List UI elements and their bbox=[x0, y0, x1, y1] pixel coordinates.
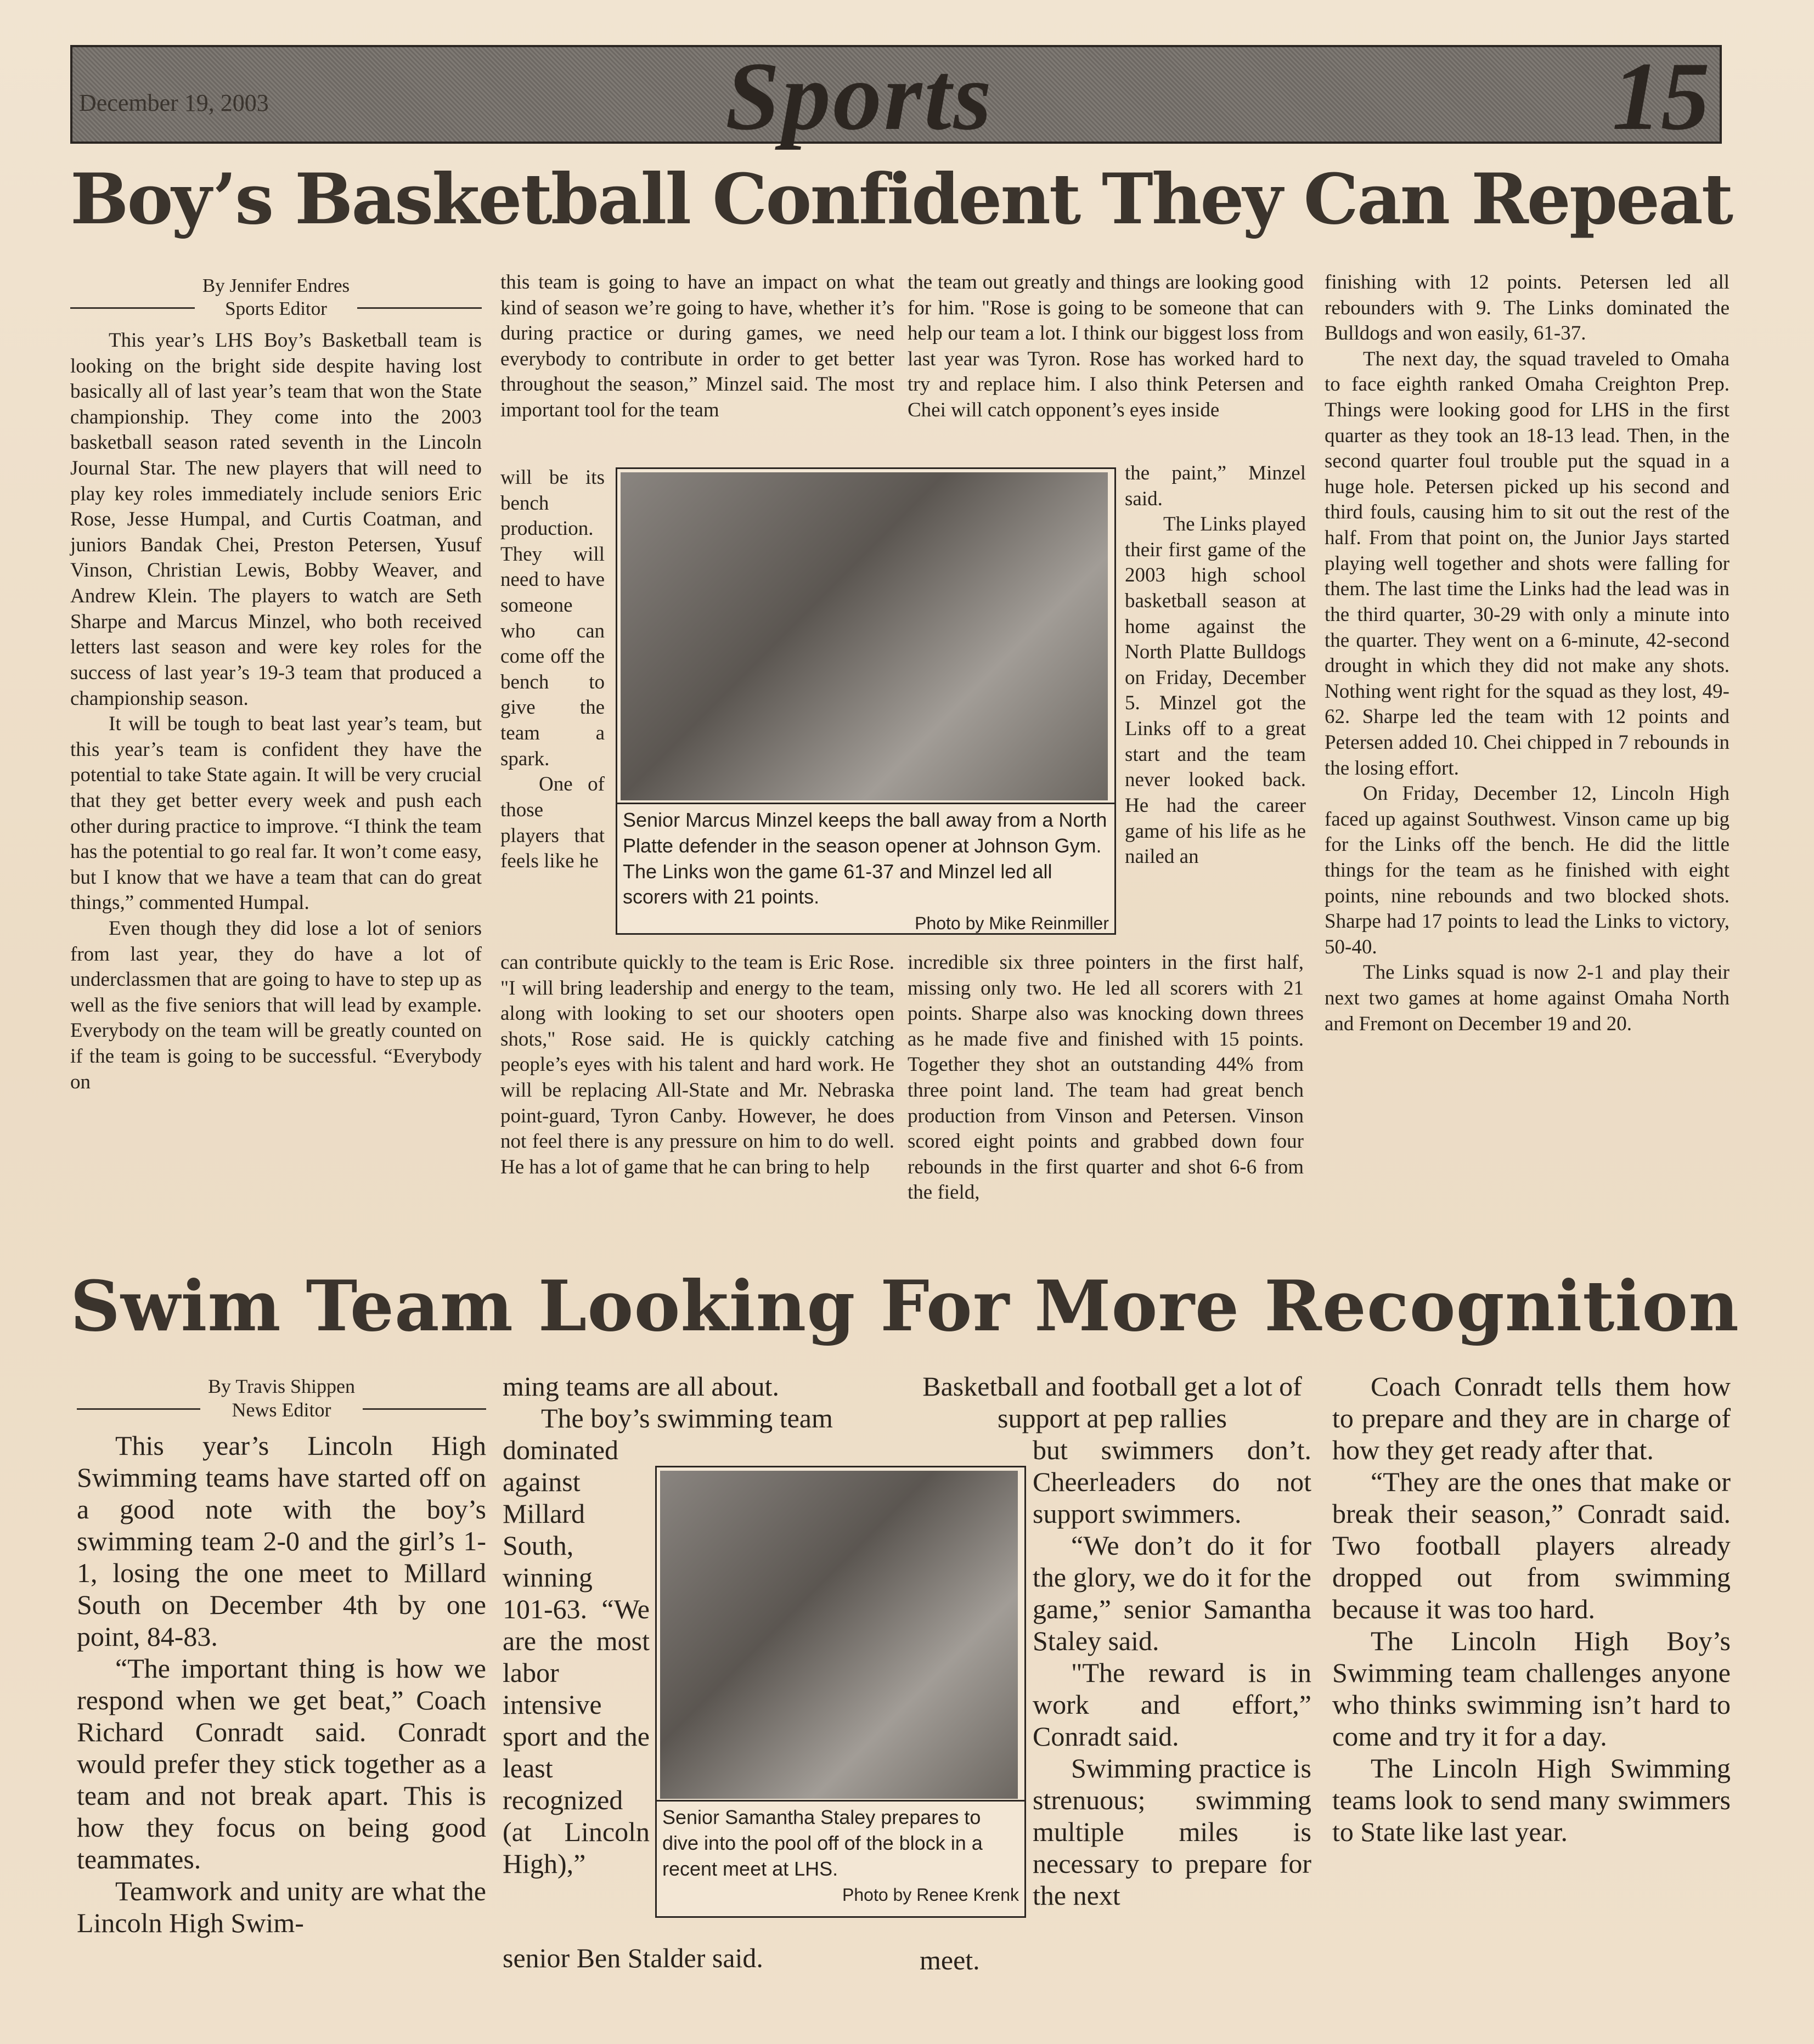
swim-column-3-top bbox=[914, 1370, 1310, 1434]
paragraph: The next day, the squad traveled to Omaha to face eighth ranked Omaha Creighton Prep. Things were looking good for LHS in the first quarter as they took an 18-13 lead. Then, in the second quarter foul trouble put the squad in a huge hole. Petersen picked up his second and third fouls, causing him to sit out the rest of the half. From that point on, the Junior Jays started playing well together and shots were falling for them. The last time the Links had the lead was in the third quarter, 30-29 with only a minute into the quarter. They went on a 6-minute, 42-second drought in which they did not make any shots. Nothing went right for the squad as they lost, 49-62. Sharpe led the team with 12 points and Petersen added 10. Chei chipped in 7 rebounds in the losing effort. bbox=[1325, 347, 1730, 780]
caption-text: Senior Samantha Staley prepares to dive into the pool off of the block in a recent meet at LHS. bbox=[662, 1806, 983, 1880]
swim-headline: Swim Team Looking For More Recognition bbox=[70, 1266, 1739, 1347]
paragraph: “They are the ones that make or break their season,” Conradt said. Two football players already dropped out from swimming because it was too hard. bbox=[1332, 1466, 1731, 1624]
basketball-column-2-wrap bbox=[500, 465, 605, 874]
basketball-column-3-bottom bbox=[908, 950, 1304, 1206]
basketball-column-2-bottom bbox=[500, 950, 894, 1180]
page-number: 15 bbox=[1612, 42, 1710, 150]
basketball-byline bbox=[70, 274, 482, 320]
issue-date: December 19, 2003 bbox=[79, 89, 269, 116]
swim-column-2-top bbox=[503, 1370, 898, 1434]
paragraph: On Friday, December 12, Lincoln High faced up against Southwest. Vinson came up big for the Links off the bench. He did the little things for the team as he finished with eight points, nine rebounds and two blocked shots. Sharpe had 17 points to lead the Links to victory, 50-40. bbox=[1325, 782, 1730, 958]
paragraph: Basketball and football get a lot of support at pep rallies bbox=[922, 1371, 1302, 1433]
paragraph: “We don’t do it for the glory, we do it for the game,” senior Samantha Staley said. bbox=[1033, 1530, 1311, 1656]
paragraph: This year’s LHS Boy’s Basketball team is looking on the bright side despite having lost basically all of last year’s team that won the State championship. They come into the 2003 basketball season rated seventh in the Lincoln Journal Star. The new players that will need to play key roles immediately include seniors Eric Rose, Jesse Humpal, and Curtis Coatman, and juniors Bandak Chei, Preston Petersen, Yusuf Vinson, Christian Lewis, Bobby Weaver, and Andrew Klein. The players to watch are Seth Sharpe and Marcus Minzel, who both received letters last season and were key roles for the success of last year’s 19-3 team that produced a championship season. bbox=[70, 329, 482, 710]
swim-photo bbox=[660, 1471, 1018, 1799]
paragraph: ming teams are all about. bbox=[503, 1371, 780, 1402]
byline-title: Sports Editor bbox=[225, 298, 327, 319]
swim-byline bbox=[77, 1375, 486, 1422]
basketball-photo-caption bbox=[617, 803, 1114, 939]
section-title: Sports bbox=[725, 42, 994, 150]
byline-author: By Jennifer Endres bbox=[202, 275, 350, 296]
paragraph: Swimming practice is strenuous; swimming multiple miles is necessary to prepare for the next bbox=[1033, 1753, 1311, 1911]
paragraph: It will be tough to beat last year’s team, but this year’s team is confident they have the potential to take State again. It will be very crucial that they get better every week and push each other during practice to improve. “I think the team has the potential to go real far. It won’t come easy, but I know that we have a team that can do great things,” commented Humpal. bbox=[70, 713, 482, 914]
paragraph: This year’s Lincoln High Swimming teams have started off on a good note with the boy’s swimming team 2-0 and the girl’s 1-1, losing the one meet to Millard South on December 4th by one point, 84-83. bbox=[77, 1430, 486, 1652]
paragraph: The Links squad is now 2-1 and play their next two games at home against Omaha North and Fremont on December 19 and 20. bbox=[1325, 961, 1730, 1035]
paragraph: “The important thing is how we respond when we get beat,” Coach Richard Conradt said. Conradt would prefer they stick together as a team and not break apart. This is how they focus on being good teammates. bbox=[77, 1653, 486, 1875]
swim-column-2-wrap bbox=[503, 1434, 650, 1879]
paragraph: dominated against Millard South, winning 101-63. “We are the most labor intensive sport and the least recognized (at Lincoln High),” bbox=[503, 1435, 650, 1879]
paragraph: can contribute quickly to the team is Eric Rose. "I will bring leadership and energy to the team, along with looking to set our shooters open shots," Rose said. He is quickly catching people’s eyes with his talent and hard work. He will be replacing All-State and Mr. Nebraska point-guard, Tyron Canby. However, he does not feel there is any pressure on him to do well. He has a lot of game that he can bring to help bbox=[500, 951, 894, 1178]
paragraph: One of those players that feels like he bbox=[500, 773, 605, 873]
paragraph: but swimmers don’t. Cheerleaders do not support swimmers. bbox=[1033, 1435, 1311, 1529]
swim-photo-caption bbox=[657, 1800, 1024, 1910]
paragraph: "The reward is in work and effort,” Conradt said. bbox=[1033, 1657, 1311, 1752]
paragraph: Even though they did lose a lot of seniors from last year, they do have a lot of underclassmen that are going to have to step up as well as the five seniors that will lead by example. Everybody on the team will be greatly counted on if the team is going to be successful. “Everybody on bbox=[70, 917, 482, 1093]
swim-column-3-bottom bbox=[920, 1944, 1029, 1976]
paragraph: The Links played their first game of the 2003 high school basketball season at home against the North Platte Bulldogs on Friday, December 5. Minzel got the Links off to a great start and the team never looked back. He had the career game of his life as he nailed an bbox=[1125, 513, 1306, 868]
basketball-photo-box bbox=[616, 467, 1116, 935]
basketball-photo bbox=[621, 472, 1108, 800]
photo-credit: Photo by Renee Krenk bbox=[842, 1885, 1019, 1905]
paragraph: will be its bench production. They will need to have someone who can come off the bench to give the team a spark. bbox=[500, 466, 605, 770]
paragraph: this team is going to have an impact on what kind of season we’re going to have, whether it’s during practice or during games, we need everybody to contribute in order to get better throughout the season,” Minzel said. The most important tool for the team bbox=[500, 271, 894, 422]
paragraph: The Lincoln High Boy’s Swimming team challenges anyone who thinks swimming isn’t hard to come and try it for a day. bbox=[1332, 1625, 1731, 1752]
caption-text: Senior Marcus Minzel keeps the ball away from a North Platte defender in the season opener at Johnson Gym. The Links won the game 61-37 and Minzel led all scorers with 21 points. bbox=[623, 809, 1107, 908]
paragraph: meet. bbox=[920, 1945, 980, 1975]
paragraph: finishing with 12 points. Petersen led all rebounders with 9. The Links dominated the Bulldogs and won easily, 61-37. bbox=[1325, 271, 1730, 345]
swim-column-1 bbox=[77, 1375, 486, 1939]
basketball-column-3-top bbox=[908, 270, 1304, 424]
paragraph: the paint,” Minzel said. bbox=[1125, 462, 1306, 510]
paragraph: senior Ben Stalder said. bbox=[503, 1943, 763, 1973]
photo-credit: Photo by Mike Reinmiller bbox=[915, 913, 1109, 934]
basketball-column-3-wrap bbox=[1125, 461, 1306, 870]
byline-title: News Editor bbox=[232, 1399, 331, 1421]
paragraph: Teamwork and unity are what the Lincoln High Swim- bbox=[77, 1876, 486, 1939]
swim-column-3-wrap bbox=[1033, 1434, 1311, 1911]
swim-column-2-bottom bbox=[503, 1942, 898, 1974]
swim-photo-box bbox=[655, 1466, 1026, 1918]
paragraph: The boy’s swimming team bbox=[541, 1403, 833, 1433]
paragraph: The Lincoln High Swimming teams look to send many swimmers to State like last year. bbox=[1332, 1753, 1731, 1847]
swim-column-4 bbox=[1332, 1370, 1731, 1848]
paragraph: incredible six three pointers in the first half, missing only two. He led all scorers with 21 points. Sharpe also was knocking down threes as he made five and finished with 15 points. Together they shot an outstanding 44% from three point land. The team had great bench production from Vinson and Petersen. Vinson scored eight points and grabbed down four rebounds in the first quarter and shot 6-6 from the field, bbox=[908, 951, 1304, 1204]
basketball-column-1 bbox=[70, 274, 482, 1095]
basketball-column-2-top bbox=[500, 270, 894, 424]
paragraph: the team out greatly and things are looking good for him. "Rose is going to be someone that can help our team a lot. I think our biggest loss from last year was Tyron. Rose has worked hard to try and replace him. I also think Petersen and Chei will catch opponent’s eyes inside bbox=[908, 271, 1304, 422]
paragraph: Coach Conradt tells them how to prepare and they are in charge of how they get ready after that. bbox=[1332, 1371, 1731, 1465]
basketball-headline: Boy’s Basketball Confident They Can Repeat bbox=[70, 159, 1732, 240]
section-banner bbox=[70, 42, 1722, 150]
byline-author: By Travis Shippen bbox=[207, 1375, 356, 1397]
basketball-column-4 bbox=[1325, 270, 1730, 1037]
